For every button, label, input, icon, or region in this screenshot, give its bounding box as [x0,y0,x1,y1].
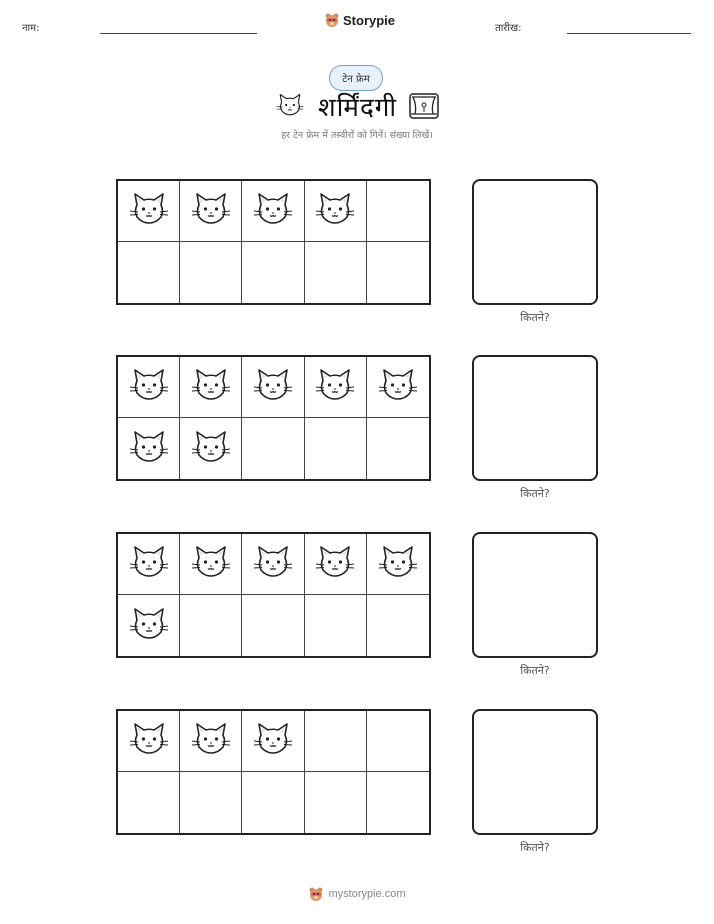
ten-frame-cell [118,711,180,772]
answer-box[interactable] [472,179,598,305]
ten-frame-cell [242,357,304,418]
ten-frame-cell [242,534,304,595]
ten-frame-cell [367,772,429,833]
cat-face-icon [253,544,293,584]
ten-frame-cell [305,711,367,772]
cat-face-icon [129,721,169,761]
ten-frame-cell [118,181,180,242]
cat-face-icon [378,544,418,584]
ten-frame-cell [242,595,304,656]
cat-face-icon [315,367,355,407]
date-line[interactable] [567,33,691,34]
ten-frame-cell [118,418,180,479]
cat-face-icon [191,544,231,584]
ten-frame [116,355,431,481]
instructions: हर टेन फ्रेम में तस्वीरों को गिनें। संख्या लिखें। [281,130,433,141]
ten-frame-cell [367,357,429,418]
answer-box[interactable] [472,532,598,658]
ten-frame-cell [367,711,429,772]
worksheet-type-pill: टेन फ्रेम [329,65,383,91]
date-label: तारीख: [495,23,522,34]
answer-label: कितने? [520,664,550,677]
ten-frame-cell [305,534,367,595]
ten-frame-cell [180,711,242,772]
ten-frame-cell [367,534,429,595]
cat-face-icon [276,92,304,118]
theater-stage-icon [408,92,440,120]
ten-frame-cell [367,418,429,479]
answer-box[interactable] [472,709,598,835]
ten-frame-cell [242,418,304,479]
ten-frame-cell [180,357,242,418]
cat-face-icon [191,191,231,231]
cat-face-icon [129,367,169,407]
cat-face-icon [253,191,293,231]
cat-face-icon [129,429,169,469]
ten-frame-cell [305,595,367,656]
ten-frame-cell [305,181,367,242]
ten-frame-cell [118,534,180,595]
cat-face-icon [191,429,231,469]
cat-face-icon [191,367,231,407]
ten-frame-cell [118,242,180,303]
ten-frame-cell [367,595,429,656]
ten-frame-cell [242,772,304,833]
ten-frame-cell [242,181,304,242]
ten-frame-cell [305,357,367,418]
answer-label: कितने? [520,841,550,854]
cat-face-icon [129,544,169,584]
ten-frame-cell [180,595,242,656]
ten-frame-cell [305,418,367,479]
name-line[interactable] [100,33,257,34]
ten-frame-cell [118,595,180,656]
cat-face-icon [253,721,293,761]
cat-face-icon [253,367,293,407]
cat-face-icon [378,367,418,407]
brand-name: Storypie [343,12,396,28]
ten-frame [116,709,431,835]
ten-frame-cell [305,772,367,833]
ten-frame-cell [242,711,304,772]
cat-face-icon [191,721,231,761]
cat-face-icon [315,544,355,584]
answer-label: कितने? [520,311,550,324]
cat-face-icon [129,606,169,646]
ten-frame-cell [180,534,242,595]
name-label: नाम: [22,23,40,34]
ten-frame-cell [367,242,429,303]
ten-frame-cell [305,242,367,303]
cat-face-icon [129,191,169,231]
ten-frame-cell [118,772,180,833]
ten-frame-cell [367,181,429,242]
storypie-bear-icon [324,12,340,28]
ten-frame-cell [180,181,242,242]
answer-box[interactable] [472,355,598,481]
cat-face-icon [315,191,355,231]
ten-frame-cell [180,242,242,303]
ten-frame [116,532,431,658]
brand-logo [324,12,395,28]
footer-url: mystorypie.com [328,888,406,900]
page-title: शर्मिंदगी [318,93,398,123]
ten-frame-cell [118,357,180,418]
ten-frame-cell [180,772,242,833]
ten-frame-cell [180,418,242,479]
storypie-bear-icon [308,886,324,902]
footer [0,886,714,902]
ten-frame-cell [242,242,304,303]
ten-frame [116,179,431,305]
answer-label: कितने? [520,487,550,500]
